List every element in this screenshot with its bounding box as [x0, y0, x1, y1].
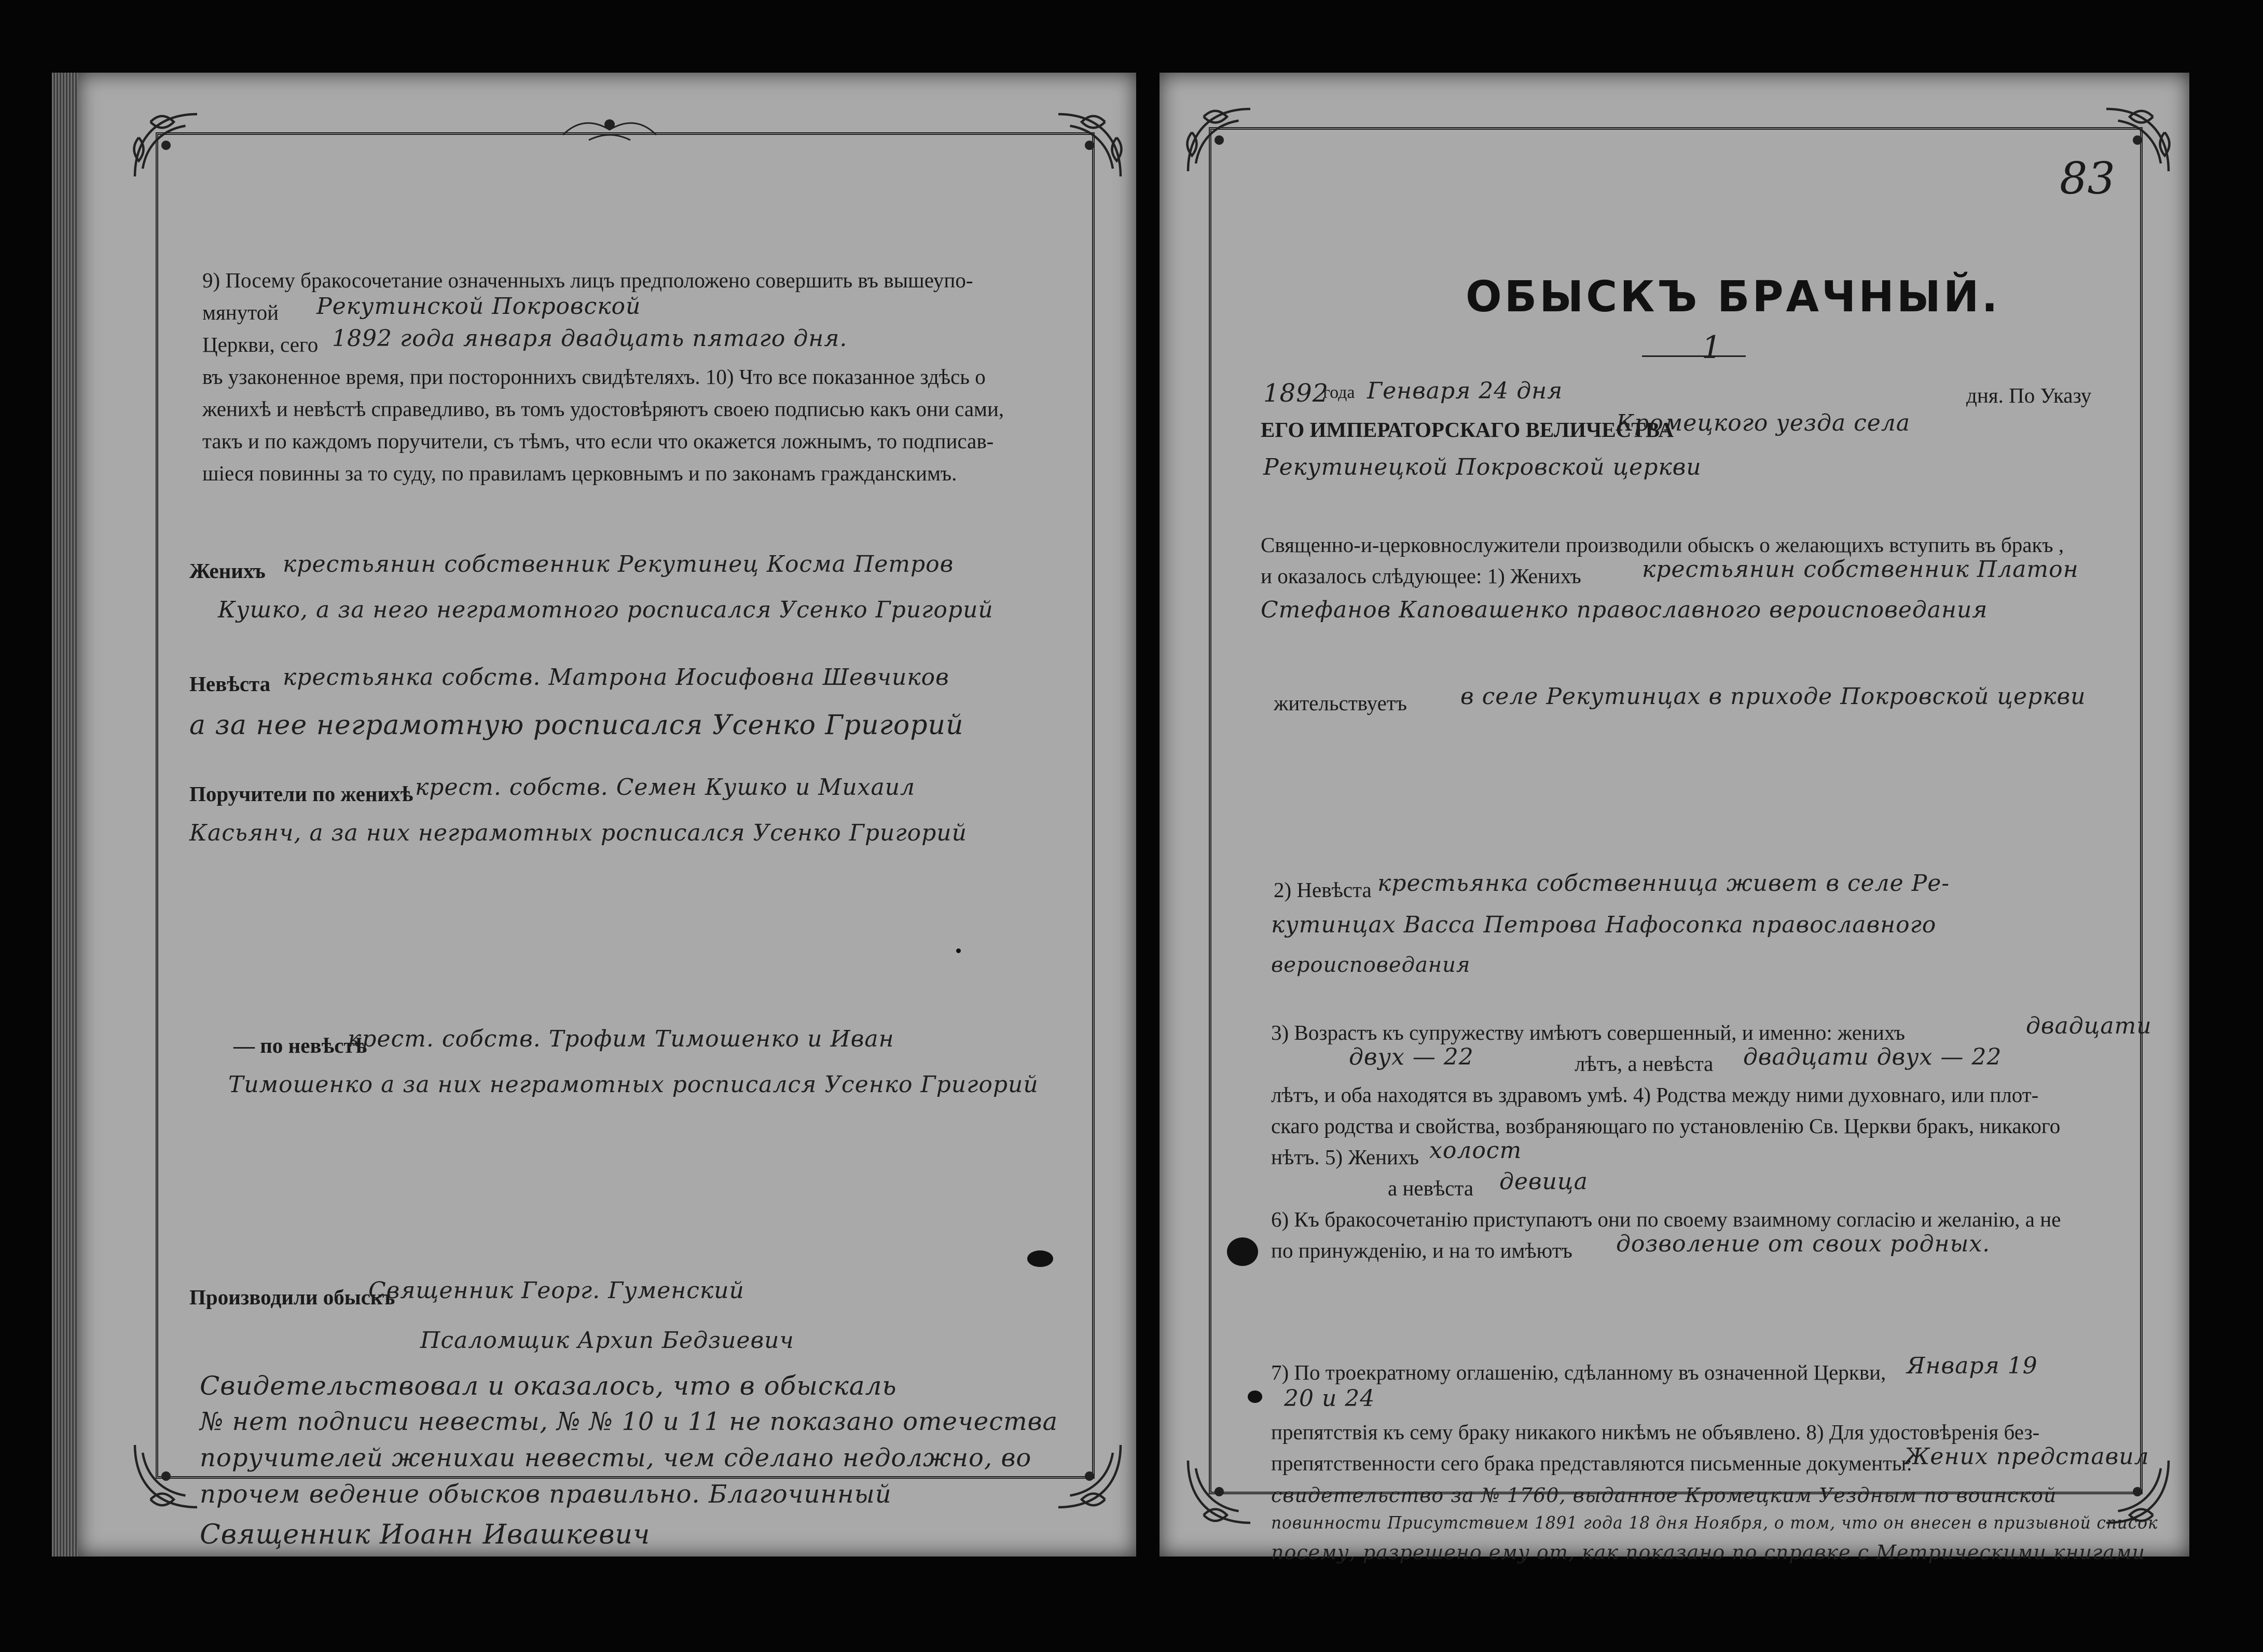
- age-line-4: скаго родства и свойства, возбраняющаго по установленію Св. Церкви бракъ, никакого: [1271, 1114, 2061, 1138]
- groom-label: Женихъ: [189, 559, 266, 583]
- date-handwriting: Генваря 24 дня: [1367, 378, 1563, 404]
- age-line-1: 3) Возрастъ къ супружеству имѣютъ совершенный, и именно: женихъ: [1271, 1021, 1905, 1044]
- documents-handwriting-line-1: свидетельство за № 1760, выданное Кромецким Уездным по воинской: [1271, 1484, 2057, 1507]
- document-title: ОБЫСКЪ БРАЧНЫЙ.: [1466, 272, 2000, 322]
- groom-age-handwriting-2: двух — 22: [1349, 1044, 1474, 1070]
- ink-blot: [1227, 1237, 1258, 1266]
- p9-line-5: женихѣ и невѣстѣ справедливо, въ томъ удостовѣряютъ своею подписью какъ они сами,: [202, 397, 1004, 421]
- guarantors-bride-label: — по невѣстѣ: [233, 1034, 367, 1057]
- church-handwriting-line-2: Рекутинецкой Покровской церкви: [1263, 454, 1702, 480]
- year-handwriting: 1892: [1263, 379, 1329, 408]
- age-line-7: 6) Къ бракосочетанію приступаютъ они по своему взаимному согласію и желанію, а не: [1271, 1207, 2061, 1231]
- residence-handwriting: в селе Рекутинцах в приходе Покровской церкви: [1460, 683, 2086, 710]
- groom-handwriting-line-2: Кушко, а за него неграмотного росписался Усенко Григорий: [218, 597, 993, 623]
- bride-status-handwriting: девица: [1499, 1168, 1588, 1195]
- right-page-frame: [1209, 127, 2143, 1494]
- corner-ornament-bottom-left: [127, 1437, 205, 1515]
- ink-blot-small: [1248, 1391, 1262, 1403]
- right-page: [1160, 73, 2189, 1564]
- p9-line-2: мянутой: [202, 300, 279, 324]
- certification-line-3: поручителей женихаи невесты, чем сделано недолжно, во: [200, 1443, 1032, 1472]
- left-page: [78, 73, 1136, 1557]
- banns-date-handwriting-1: Января 19: [1907, 1353, 2038, 1379]
- age-line-6: а невѣста: [1388, 1176, 1474, 1200]
- certification-line-1: Свидетельствовал и оказалось, что в обыскаль: [200, 1371, 897, 1401]
- corner-ornament-top-right: [1051, 106, 1128, 184]
- documents-handwriting-line-3: посему, разрешено ему от, как показано по справке с Метрическими книгами: [1271, 1541, 2145, 1564]
- bride-handwriting-line-1: крестьянка собств. Матрона Иосифовна Шевчиков: [283, 664, 949, 691]
- p9-church-handwriting: Рекутинской Покровской: [316, 293, 641, 320]
- guarantors-groom-handwriting-line-1: крест. собств. Семен Кушко и Михаил: [415, 774, 916, 801]
- search-performed-label: Производили обыскъ: [189, 1285, 395, 1309]
- psalmist-handwriting: Псаломщик Архип Бедзиевич: [420, 1327, 794, 1354]
- guarantors-groom-label: Поручители по женихѣ: [189, 782, 413, 806]
- p9-line-7: шіеся повинны за то суду, по правиламъ церковнымъ и по законамъ гражданскимъ.: [202, 461, 957, 485]
- year-label: года: [1323, 383, 1355, 402]
- page-number: 83: [2060, 153, 2115, 204]
- groom-handwriting-line-1: крестьянин собственник Платон: [1642, 556, 2079, 583]
- documents-handwriting-intro: Жених представил: [1904, 1443, 2149, 1470]
- bride-label: Невѣста: [189, 672, 271, 696]
- ink-blot: [1027, 1250, 1053, 1267]
- certification-signature: Священник Иоанн Ивашкевич: [200, 1519, 651, 1550]
- resides-label: жительствуетъ: [1274, 691, 1407, 715]
- corner-ornament-top-left: [1180, 101, 1258, 179]
- guarantors-bride-handwriting-line-1: крест. собств. Трофим Тимошенко и Иван: [348, 1026, 894, 1052]
- guarantors-bride-handwriting-line-2: Тимошенко а за них неграмотных росписался Усенко Григорий: [228, 1071, 1039, 1098]
- p9-line-6: такъ и по каждомъ поручители, съ тѣмъ, что если что окажется ложнымъ, то подписав-: [202, 429, 994, 453]
- bride-label: 2) Невѣста: [1274, 878, 1372, 902]
- corner-ornament-top-left: [127, 106, 205, 184]
- groom-handwriting-line-2: Стефанов Каповашенко православного вероисповедания: [1261, 597, 1988, 623]
- age-line-8: по принужденію, и на то имѣютъ: [1271, 1238, 1572, 1262]
- p9-line-3: Церкви, сего: [202, 333, 319, 356]
- top-center-ornament: [558, 104, 661, 156]
- ink-dot: [956, 948, 961, 953]
- banns-line-3: препятственности сего брака представляются письменные документы:: [1271, 1451, 1912, 1475]
- certification-line-4: прочем ведение обысков правильно. Благочинный: [200, 1480, 892, 1509]
- groom-handwriting-line-1: крестьянин собственник Рекутинец Косма Петров: [283, 551, 954, 577]
- corner-ornament-bottom-left: [1180, 1453, 1258, 1531]
- banns-line-2: препятствія къ сему браку никакого никѣмъ не объявлено. 8) Для удостовѣренія без-: [1271, 1420, 2040, 1444]
- age-line-2: лѣтъ, а невѣста: [1575, 1052, 1714, 1076]
- bride-handwriting-line-1: крестьянка собственница живет в селе Ре-: [1377, 870, 1950, 897]
- documents-handwriting-line-2: повинности Присутствием 1891 года 18 дня Ноября, о том, что он внесен в призывной список: [1271, 1512, 2158, 1533]
- bride-handwriting-line-3: вероисповедания: [1271, 953, 1471, 977]
- clergy-line-2: и оказалось слѣдующее: 1) Женихъ: [1261, 564, 1581, 588]
- banns-line-1: 7) По троекратному оглашенію, сдѣланному въ означенной Церкви,: [1271, 1360, 1886, 1384]
- p9-line-4: въ узаконенное время, при постороннихъ свидѣтеляхъ. 10) Что все показанное здѣсь о: [202, 365, 986, 389]
- age-line-3: лѣтъ, и оба находятся въ здравомъ умѣ. 4) Родства между ними духовнаго, или плот-: [1271, 1083, 2039, 1107]
- record-number: 1: [1702, 329, 1722, 366]
- church-handwriting-line-1: Кромецкого уезда села: [1616, 410, 1911, 436]
- groom-age-handwriting-1: двадцати: [2026, 1013, 2152, 1039]
- search-priest-handwriting: Священник Георг. Гуменский: [368, 1277, 744, 1304]
- clergy-line-1: Священно-и-церковнослужители производили обыскъ о желающихъ вступить въ бракъ ,: [1261, 533, 2064, 557]
- bride-age-handwriting: двадцати двух — 22: [1743, 1044, 2002, 1070]
- p9-date-handwriting: 1892 года января двадцать пятаго дня.: [332, 325, 848, 352]
- certification-line-2: № нет подписи невесты, № № 10 и 11 не показано отечества: [200, 1407, 1058, 1436]
- guarantors-groom-handwriting-line-2: Касьянч, а за них неграмотных росписался Усенко Григорий: [189, 820, 967, 846]
- banns-date-handwriting-2: 20 и 24: [1284, 1385, 1375, 1412]
- record-number-underline: [1642, 355, 1746, 357]
- groom-status-handwriting: холост: [1429, 1137, 1522, 1164]
- consent-handwriting: дозволение от своих родных.: [1616, 1231, 1991, 1257]
- bride-handwriting-line-2: а за нее неграмотную росписался Усенко Григорий: [189, 710, 964, 741]
- p9-line-1: 9) Посему бракосочетание означенныхъ лицъ предположено совершить въ вышеупо-: [202, 268, 973, 292]
- age-line-5: нѣтъ. 5) Женихъ: [1271, 1145, 1419, 1169]
- book-edge: [52, 73, 78, 1557]
- decree-label: дня. По Указу: [1966, 383, 2092, 407]
- bride-handwriting-line-2: кутинцах Васса Петрова Нафосопка православного: [1271, 912, 1937, 938]
- corner-ornament-bottom-right: [1051, 1437, 1128, 1515]
- majesty-label: ЕГО ИМПЕРАТОРСКАГО ВЕЛИЧЕСТВА: [1261, 418, 1674, 442]
